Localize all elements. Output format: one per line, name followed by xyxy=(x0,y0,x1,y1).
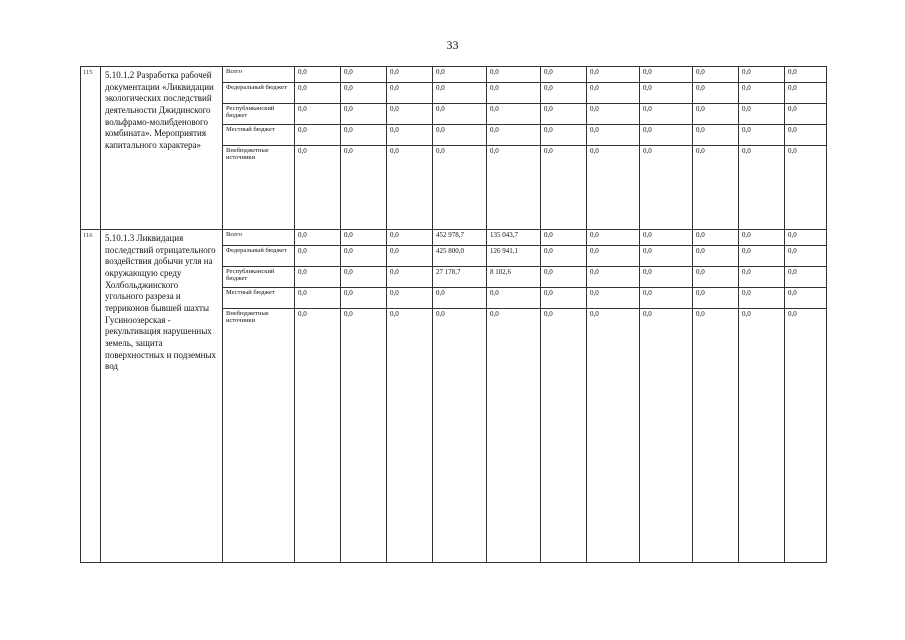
value-cell: 0,0 xyxy=(295,309,341,563)
value-cell: 0,0 xyxy=(487,104,541,125)
value-cell: 0,0 xyxy=(640,287,693,308)
value-cell: 0,0 xyxy=(433,146,487,230)
value-cell: 0,0 xyxy=(487,309,541,563)
funding-source-cell: Федеральный бюджет xyxy=(223,245,295,266)
value-cell: 0,0 xyxy=(693,309,739,563)
value-cell: 0,0 xyxy=(587,104,640,125)
value-cell: 0,0 xyxy=(693,287,739,308)
funding-source-cell: Внебюджетные источники xyxy=(223,309,295,563)
value-cell: 0,0 xyxy=(387,146,433,230)
measure-name-cell: 5.10.1.3 Ликвидация последствий отрицательного воздействия добычи угля на окружающую среду Холбольджинского угольного разреза и терриконов бывшей шахты Гусиноозерская - рекультивация нарушенных земель, защита поверхностных и подземных вод xyxy=(101,229,223,562)
value-cell: 0,0 xyxy=(387,82,433,103)
value-cell: 0,0 xyxy=(341,229,387,245)
value-cell: 0,0 xyxy=(433,287,487,308)
value-cell: 0,0 xyxy=(433,82,487,103)
value-cell: 0,0 xyxy=(387,229,433,245)
value-cell: 0,0 xyxy=(785,229,827,245)
value-cell: 0,0 xyxy=(295,287,341,308)
value-cell: 0,0 xyxy=(640,125,693,146)
value-cell: 0,0 xyxy=(785,104,827,125)
value-cell: 0,0 xyxy=(739,146,785,230)
value-cell: 0,0 xyxy=(739,229,785,245)
value-cell: 0,0 xyxy=(387,125,433,146)
value-cell: 0,0 xyxy=(433,104,487,125)
value-cell: 0,0 xyxy=(541,82,587,103)
value-cell: 0,0 xyxy=(739,266,785,287)
value-cell: 0,0 xyxy=(295,104,341,125)
value-cell: 0,0 xyxy=(341,82,387,103)
value-cell: 0,0 xyxy=(587,309,640,563)
value-cell: 0,0 xyxy=(693,82,739,103)
value-cell: 0,0 xyxy=(739,104,785,125)
value-cell: 0,0 xyxy=(693,67,739,83)
value-cell: 0,0 xyxy=(541,229,587,245)
funding-source-cell: Республиканский бюджет xyxy=(223,266,295,287)
funding-source-cell: Внебюджетные источники xyxy=(223,146,295,230)
value-cell: 0,0 xyxy=(640,67,693,83)
value-cell: 0,0 xyxy=(640,229,693,245)
value-cell: 0,0 xyxy=(387,245,433,266)
value-cell: 0,0 xyxy=(587,266,640,287)
value-cell: 0,0 xyxy=(640,104,693,125)
value-cell: 0,0 xyxy=(295,229,341,245)
value-cell: 0,0 xyxy=(295,245,341,266)
value-cell: 0,0 xyxy=(387,266,433,287)
value-cell: 0,0 xyxy=(387,67,433,83)
value-cell: 0,0 xyxy=(295,266,341,287)
value-cell: 0,0 xyxy=(587,146,640,230)
value-cell: 0,0 xyxy=(541,67,587,83)
value-cell: 0,0 xyxy=(433,309,487,563)
value-cell: 0,0 xyxy=(739,309,785,563)
value-cell: 425 800,0 xyxy=(433,245,487,266)
value-cell: 0,0 xyxy=(341,104,387,125)
value-cell: 0,0 xyxy=(587,229,640,245)
funding-source-cell: Местный бюджет xyxy=(223,287,295,308)
value-cell: 0,0 xyxy=(541,125,587,146)
value-cell: 135 043,7 xyxy=(487,229,541,245)
value-cell: 0,0 xyxy=(487,67,541,83)
value-cell: 0,0 xyxy=(295,146,341,230)
value-cell: 0,0 xyxy=(341,67,387,83)
value-cell: 0,0 xyxy=(341,245,387,266)
row-number-cell: 116 xyxy=(81,229,101,562)
table-row xyxy=(81,67,827,83)
budget-table xyxy=(80,66,827,563)
funding-source-cell: Республиканский бюджет xyxy=(223,104,295,125)
value-cell: 0,0 xyxy=(640,146,693,230)
funding-source-cell: Всего xyxy=(223,67,295,83)
value-cell: 0,0 xyxy=(341,266,387,287)
value-cell: 0,0 xyxy=(785,67,827,83)
value-cell: 0,0 xyxy=(341,125,387,146)
value-cell: 0,0 xyxy=(587,287,640,308)
value-cell: 0,0 xyxy=(433,67,487,83)
value-cell: 0,0 xyxy=(541,266,587,287)
value-cell: 126 941,1 xyxy=(487,245,541,266)
value-cell: 0,0 xyxy=(541,146,587,230)
value-cell: 0,0 xyxy=(541,309,587,563)
value-cell: 0,0 xyxy=(739,125,785,146)
page-number: 33 xyxy=(446,38,459,52)
value-cell: 452 978,7 xyxy=(433,229,487,245)
funding-source-cell: Федеральный бюджет xyxy=(223,82,295,103)
value-cell: 0,0 xyxy=(739,67,785,83)
value-cell: 0,0 xyxy=(693,245,739,266)
value-cell: 0,0 xyxy=(640,82,693,103)
value-cell: 0,0 xyxy=(587,67,640,83)
value-cell: 0,0 xyxy=(295,67,341,83)
value-cell: 0,0 xyxy=(739,82,785,103)
value-cell: 0,0 xyxy=(587,82,640,103)
value-cell: 0,0 xyxy=(387,287,433,308)
value-cell: 0,0 xyxy=(487,287,541,308)
value-cell: 0,0 xyxy=(785,125,827,146)
value-cell: 0,0 xyxy=(341,146,387,230)
value-cell: 0,0 xyxy=(739,287,785,308)
measure-name-cell: 5.10.1.2 Разработка рабочей документации «Ликвидации экологических последствий деятельности Джидинского вольфрамо-молибденового комбината». Мероприятия капитального характера» xyxy=(101,67,223,230)
value-cell: 0,0 xyxy=(640,309,693,563)
value-cell: 27 178,7 xyxy=(433,266,487,287)
value-cell: 0,0 xyxy=(341,287,387,308)
value-cell: 0,0 xyxy=(541,287,587,308)
value-cell: 0,0 xyxy=(295,125,341,146)
value-cell: 0,0 xyxy=(693,104,739,125)
table-body xyxy=(81,67,827,563)
funding-source-cell: Местный бюджет xyxy=(223,125,295,146)
value-cell: 0,0 xyxy=(693,229,739,245)
value-cell: 0,0 xyxy=(295,82,341,103)
value-cell: 0,0 xyxy=(487,82,541,103)
value-cell: 0,0 xyxy=(693,125,739,146)
value-cell: 0,0 xyxy=(587,245,640,266)
value-cell: 0,0 xyxy=(487,125,541,146)
value-cell: 0,0 xyxy=(341,309,387,563)
funding-source-cell: Всего xyxy=(223,229,295,245)
value-cell: 0,0 xyxy=(693,266,739,287)
value-cell: 0,0 xyxy=(433,125,487,146)
row-number-cell: 115 xyxy=(81,67,101,230)
value-cell: 0,0 xyxy=(640,245,693,266)
table-row xyxy=(81,229,827,245)
value-cell: 0,0 xyxy=(487,146,541,230)
value-cell: 0,0 xyxy=(785,82,827,103)
value-cell: 0,0 xyxy=(785,146,827,230)
value-cell: 0,0 xyxy=(640,266,693,287)
value-cell: 0,0 xyxy=(739,245,785,266)
value-cell: 0,0 xyxy=(785,287,827,308)
value-cell: 0,0 xyxy=(785,266,827,287)
value-cell: 0,0 xyxy=(387,104,433,125)
value-cell: 8 102,6 xyxy=(487,266,541,287)
value-cell: 0,0 xyxy=(693,146,739,230)
value-cell: 0,0 xyxy=(785,245,827,266)
value-cell: 0,0 xyxy=(541,104,587,125)
value-cell: 0,0 xyxy=(785,309,827,563)
value-cell: 0,0 xyxy=(587,125,640,146)
value-cell: 0,0 xyxy=(387,309,433,563)
value-cell: 0,0 xyxy=(541,245,587,266)
